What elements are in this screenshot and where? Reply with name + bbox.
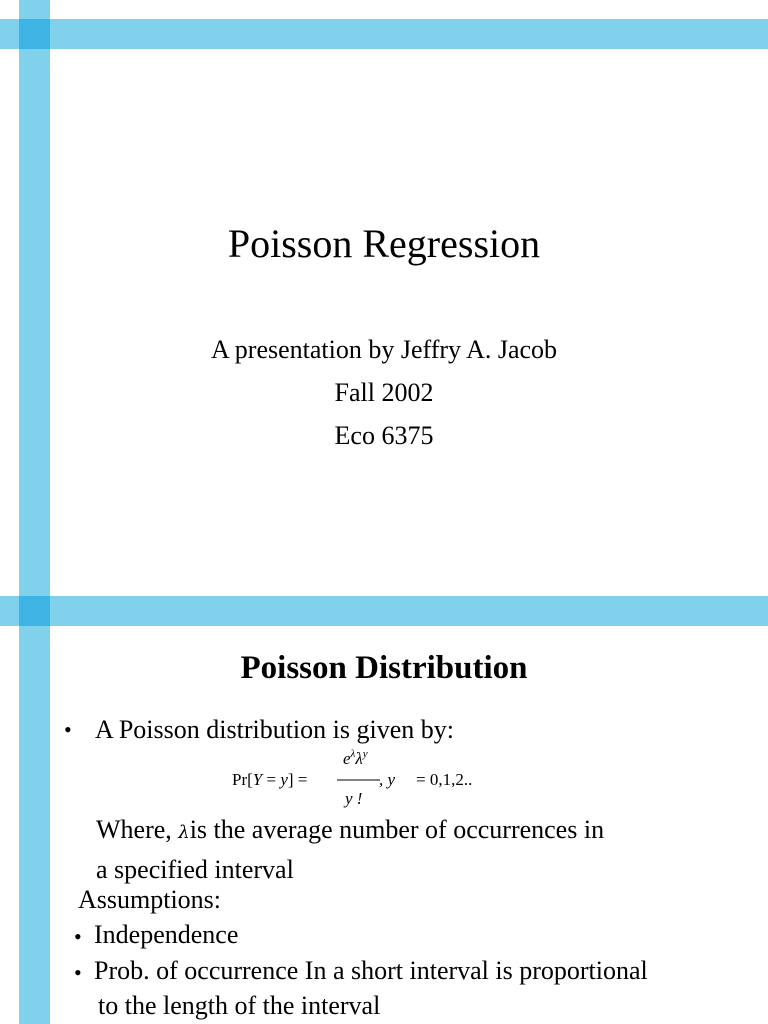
presenter-line: A presentation by Jeffry A. Jacob (210, 335, 558, 364)
formula-exp-lambda: λ (350, 748, 356, 760)
assumptions-label: Assumptions: (78, 885, 222, 914)
accent-bar-intersection (19, 596, 50, 626)
formula-denominator: y ! (345, 789, 363, 808)
content-slide (0, 596, 768, 1024)
assumption-item: Prob. of occurrence In a short interval is proportional (94, 956, 648, 985)
formula-e: e (343, 749, 351, 768)
formula-eq: = (262, 770, 281, 789)
course-line: Eco 6375 (334, 421, 434, 450)
where-line-2: a specified interval (96, 855, 294, 884)
poisson-formula (230, 744, 530, 810)
formula-rhs: = 0,1,2.. (416, 770, 473, 789)
lambda-symbol: λ (178, 822, 190, 843)
formula-val-y: y (280, 770, 288, 789)
accent-bar-intersection (19, 19, 50, 49)
bullet-icon: • (74, 960, 82, 985)
bullet-icon: • (64, 717, 72, 742)
where-prefix: Where, (96, 815, 179, 844)
formula-lambda: λ (355, 749, 363, 768)
assumption-item-continuation: to the length of the interval (98, 991, 381, 1020)
svg-text:Pr[Y = y] = (232, 770, 307, 789)
horizontal-accent-bar (0, 19, 768, 49)
bullet-icon: • (74, 924, 82, 949)
assumption-item: Independence (94, 920, 239, 949)
slide-title: Poisson Distribution (240, 650, 528, 686)
vertical-accent-bar (19, 0, 50, 596)
formula-pr: Pr[ (232, 770, 253, 789)
horizontal-accent-bar (0, 596, 768, 626)
intro-text: A Poisson distribution is given by: (95, 715, 454, 744)
where-suffix: is the average number of occurrences in (189, 815, 605, 844)
formula-exp-y: y (362, 748, 368, 760)
term-line: Fall 2002 (334, 378, 434, 407)
slide-title: Poisson Regression (227, 221, 541, 266)
formula-comma-y: , y (379, 770, 396, 789)
where-line (96, 814, 604, 849)
svg-text:eλλy (343, 748, 368, 768)
formula-close: ] = (287, 770, 308, 789)
formula-var-y: Y (252, 770, 263, 789)
